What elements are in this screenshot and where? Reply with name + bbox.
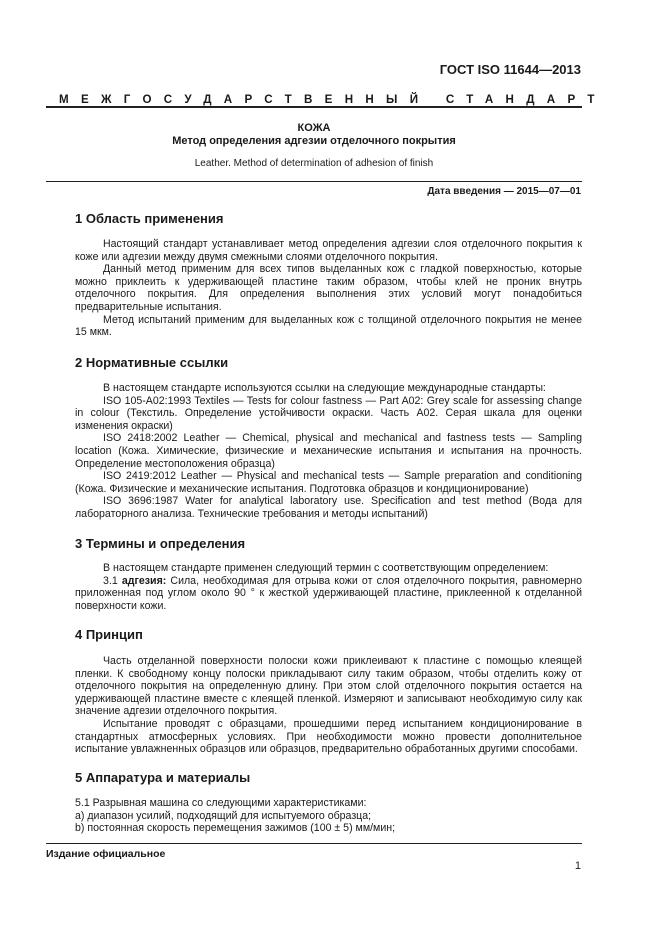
header-divider <box>46 106 582 108</box>
section-heading-principle: 4 Принцип <box>75 627 143 642</box>
title-divider <box>46 181 582 182</box>
document-number: ГОСТ ISO 11644—2013 <box>439 62 581 77</box>
term-number: 3.1 <box>103 574 122 587</box>
term-text: Сила, необходимая для отрыва кожи от слоя отделочного покрытия, равномерно приложенная под углом около 90 ° к жесткой удерживающей пластине, приклеенной к отделанной поверхности кожи. <box>75 574 583 612</box>
official-edition-label: Издание официальное <box>46 848 166 860</box>
section-body-normative-references <box>75 382 582 521</box>
title-english: Leather. Method of determination of adhesion of finish <box>194 158 434 169</box>
section-heading-normative-references: 2 Нормативные ссылки <box>75 355 229 370</box>
paragraph: ISO 2418:2002 Leather — Chemical, physical and mechanical and fastness tests — Sampling location (Кожа. Химические, физические и механические испытания и испытания на прочность. Определение местоположения образца) <box>75 432 582 470</box>
interstate-standard-banner: МЕЖГОСУДАРСТВЕННЫЙ СТАНДАРТ <box>59 93 607 106</box>
paragraph: ISO 2419:2012 Leather — Physical and mechanical tests — Sample preparation and conditioning (Кожа. Физические и механические испытания. Подготовка образцов и кондиционирование) <box>75 470 582 495</box>
section-heading-scope: 1 Область применения <box>75 211 224 226</box>
section-heading-terms: 3 Термины и определения <box>75 536 246 551</box>
title-subtitle: Метод определения адгезии отделочного покрытия <box>172 135 456 147</box>
section-body-principle <box>75 655 582 756</box>
footer-divider <box>46 843 582 844</box>
list-item: b) постоянная скорость перемещения зажимов (100 ± 5) мм/мин; <box>75 822 396 835</box>
paragraph: ISO 105-A02:1993 Textiles — Tests for colour fastness — Part A02: Grey scale for assessing change in colour (Текстиль. Определение устойчивости окраски. Часть A02. Серая шкала для оценки изменения окраски) <box>75 394 582 432</box>
list-item: а) диапазон усилий, подходящий для испытуемого образца; <box>75 809 372 822</box>
paragraph: Метод испытаний применим для выделанных кож с толщиной отделочного покрытия не менее 15 мкм. <box>75 313 582 339</box>
paragraph: Испытание проводят с образцами, прошедшими перед испытанием кондиционирование в стандартных атмосферных условиях. При необходимости можно провести дополнительное испытание увлажненных образцов или образцов, предварительно обработанных другими способами. <box>75 717 582 756</box>
section-body-terms <box>75 562 582 612</box>
term-definition <box>75 575 582 613</box>
paragraph: Часть отделанной поверхности полоски кожи приклеивают к пластине с помощью клеящей пленки. К свободному концу полоски прикладывают силу таким образом, чтобы отделить кожу от отделочного покрытия на определенную длину. При этом слой отделочного покрытия остается на удерживающей пластине вместе с клеящей пленкой. Измеряют и записывают необходимую силу как значение адгезии отделочного покрытия. <box>75 655 582 718</box>
section-body-apparatus <box>75 797 582 835</box>
paragraph: 5.1 Разрывная машина со следующими характеристиками: <box>75 797 367 809</box>
term-name: адгезия: <box>121 574 167 587</box>
title-main: КОЖА <box>297 122 331 134</box>
paragraph: В настоящем стандарте используются ссылки на следующие международные стандарты: <box>103 382 546 394</box>
section-body-scope <box>75 238 582 339</box>
paragraph: Настоящий стандарт устанавливает метод определения адгезии слоя отделочного покрытия к коже или адгезии между двумя смежными слоями отделочного покрытия. <box>75 238 582 263</box>
paragraph: ISO 3696:1987 Water for analytical laboratory use. Specification and test method (Вода для лабораторного анализа. Технические требования и методы испытаний) <box>75 495 582 520</box>
page-number: 1 <box>574 860 581 872</box>
paragraph: Данный метод применим для всех типов выделанных кож с гладкой поверхностью, которые можно приклеить к удерживающей пластине таким образом, чтобы клей не проник внутрь отделочного покрытия. Для определения выполнения этих условий могут понадобиться предварительные испытания. <box>75 263 582 313</box>
section-heading-apparatus: 5 Аппаратура и материалы <box>75 770 251 785</box>
introduction-date: Дата введения — 2015—07—01 <box>427 186 581 197</box>
paragraph: В настоящем стандарте применен следующий термин с соответствующим определением: <box>103 562 549 574</box>
